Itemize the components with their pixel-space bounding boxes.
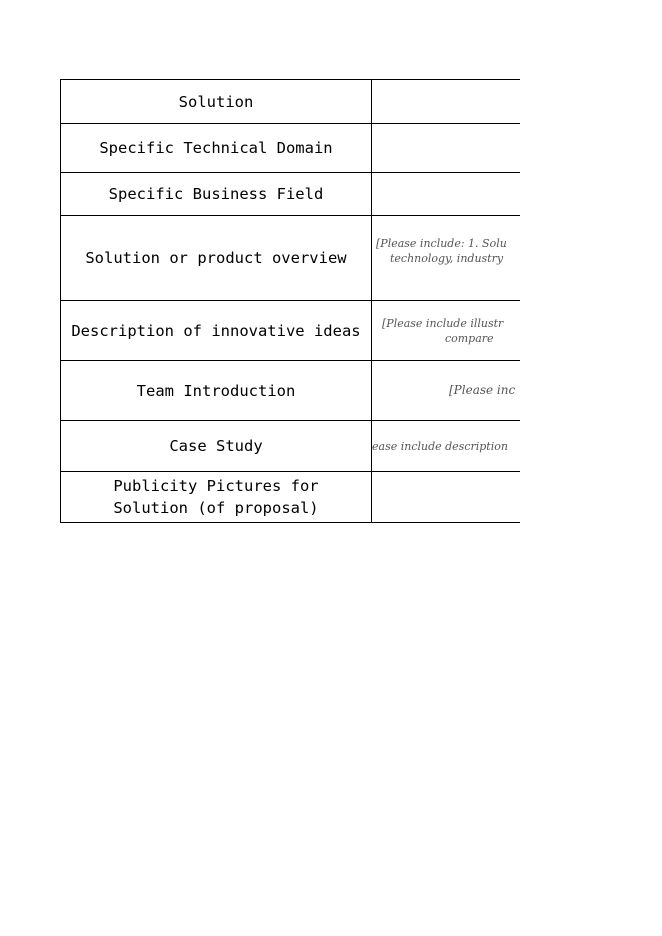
- table-row: [61, 173, 521, 216]
- row-value-innovative-ideas[interactable]: [372, 301, 521, 361]
- row-hint: [Please inc: [449, 383, 516, 397]
- row-value-team-introduction[interactable]: [372, 361, 521, 421]
- row-hint: ease include description: [372, 439, 508, 453]
- table-row: [61, 421, 521, 472]
- row-hint: [Please include illustr compare: [382, 316, 504, 345]
- row-hint: [Please include: 1. Solu technology, industry: [376, 237, 507, 265]
- row-label-team-introduction: Team Introduction: [61, 361, 372, 421]
- row-value-business-field[interactable]: [372, 173, 521, 216]
- row-label-technical-domain: Specific Technical Domain: [61, 124, 372, 173]
- row-value-publicity-pictures[interactable]: [372, 472, 521, 523]
- form-sheet: [60, 79, 520, 523]
- table-row: [61, 124, 521, 173]
- solution-form-table: [60, 79, 520, 523]
- row-label-solution: Solution: [61, 80, 372, 124]
- row-label-innovative-ideas: Description of innovative ideas: [61, 301, 372, 361]
- row-value-product-overview[interactable]: [372, 216, 521, 301]
- row-label-business-field: Specific Business Field: [61, 173, 372, 216]
- table-row: [61, 301, 521, 361]
- table-row: [61, 80, 521, 124]
- row-value-case-study[interactable]: [372, 421, 521, 472]
- row-label-publicity-pictures: Publicity Pictures for Solution (of proposal): [61, 472, 372, 523]
- row-label-product-overview: Solution or product overview: [61, 216, 372, 301]
- table-row: [61, 361, 521, 421]
- row-label-case-study: Case Study: [61, 421, 372, 472]
- row-value-solution[interactable]: [372, 80, 521, 124]
- table-row: [61, 472, 521, 523]
- row-value-technical-domain[interactable]: [372, 124, 521, 173]
- table-row: [61, 216, 521, 301]
